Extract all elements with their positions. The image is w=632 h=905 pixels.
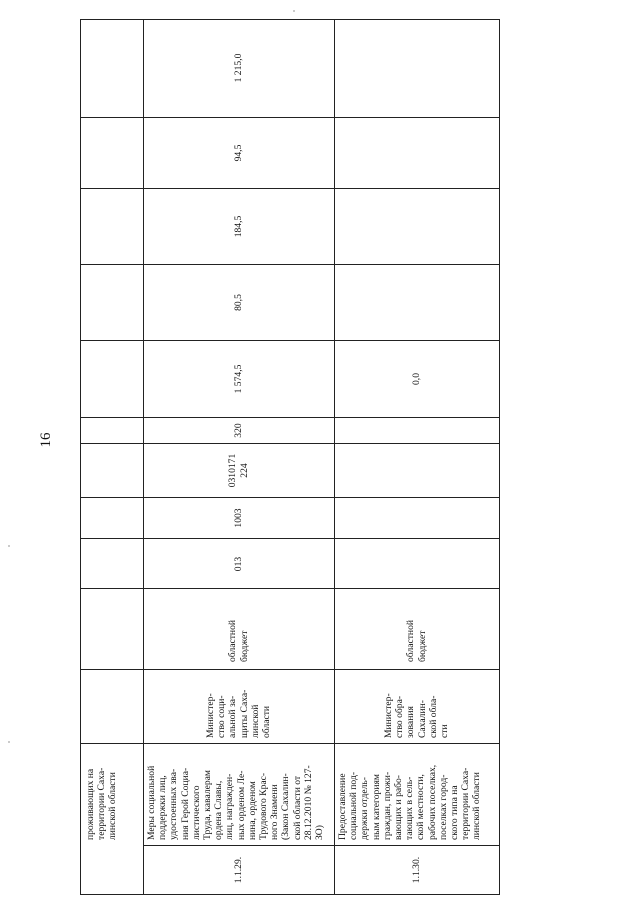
row-number: 1.1.30.	[410, 856, 422, 884]
grbs-code: 013	[232, 556, 244, 572]
top-row-total: 1 215,0	[232, 53, 244, 83]
executor: Министер- ство соци- альной за- щиты Саха- линской области	[204, 689, 272, 738]
column-divider	[81, 588, 499, 589]
column-divider	[81, 669, 499, 670]
amount-year-2: 184,5	[232, 215, 244, 238]
amount-total: 0,0	[410, 373, 422, 385]
column-divider	[81, 743, 499, 744]
name-continued: проживающих на территории Саха- линской области	[85, 767, 119, 840]
measure-name: Меры социальной поддержки лиц, удостоенных зва- ния Герой Социа- листического Труда, кавалерам ордена Славы, лиц, награжден- ных орденом Ле- нина, орденом Трудового Крас- ного Знамени (Закон Сахалин- ской области от 28.12.2010 № 127- ЗО)	[146, 765, 326, 840]
scan-speck	[8, 741, 10, 743]
amount-year-3: 94,5	[232, 144, 244, 162]
funding-source: областной бюджет	[227, 619, 250, 662]
section-code: 1003	[232, 508, 244, 528]
scan-speck	[8, 545, 10, 547]
executor: Министер- ство обра- зования Сахалин- ской обла- сти	[382, 693, 450, 738]
target-article-code: 0310171 224	[227, 453, 250, 488]
amount-year-1: 80,5	[232, 294, 244, 311]
measure-name: Предоставление социальной под- держки отдель- ным категориям граждан, прожи- вающих и рабо- тающих в сель- ской местности, рабочих поселках, поселках город- ского типа на территории Саха- линской области	[337, 764, 483, 840]
funding-source: областной бюджет	[405, 619, 428, 662]
expense-type-code: 320	[232, 423, 244, 438]
row-number: 1.1.29.	[232, 856, 244, 884]
scan-speck	[293, 10, 295, 12]
column-divider	[81, 538, 499, 539]
amount-total: 1 574,5	[232, 364, 244, 394]
page-number: 16	[37, 432, 54, 448]
row-divider	[334, 20, 335, 894]
budget-table	[80, 19, 500, 895]
